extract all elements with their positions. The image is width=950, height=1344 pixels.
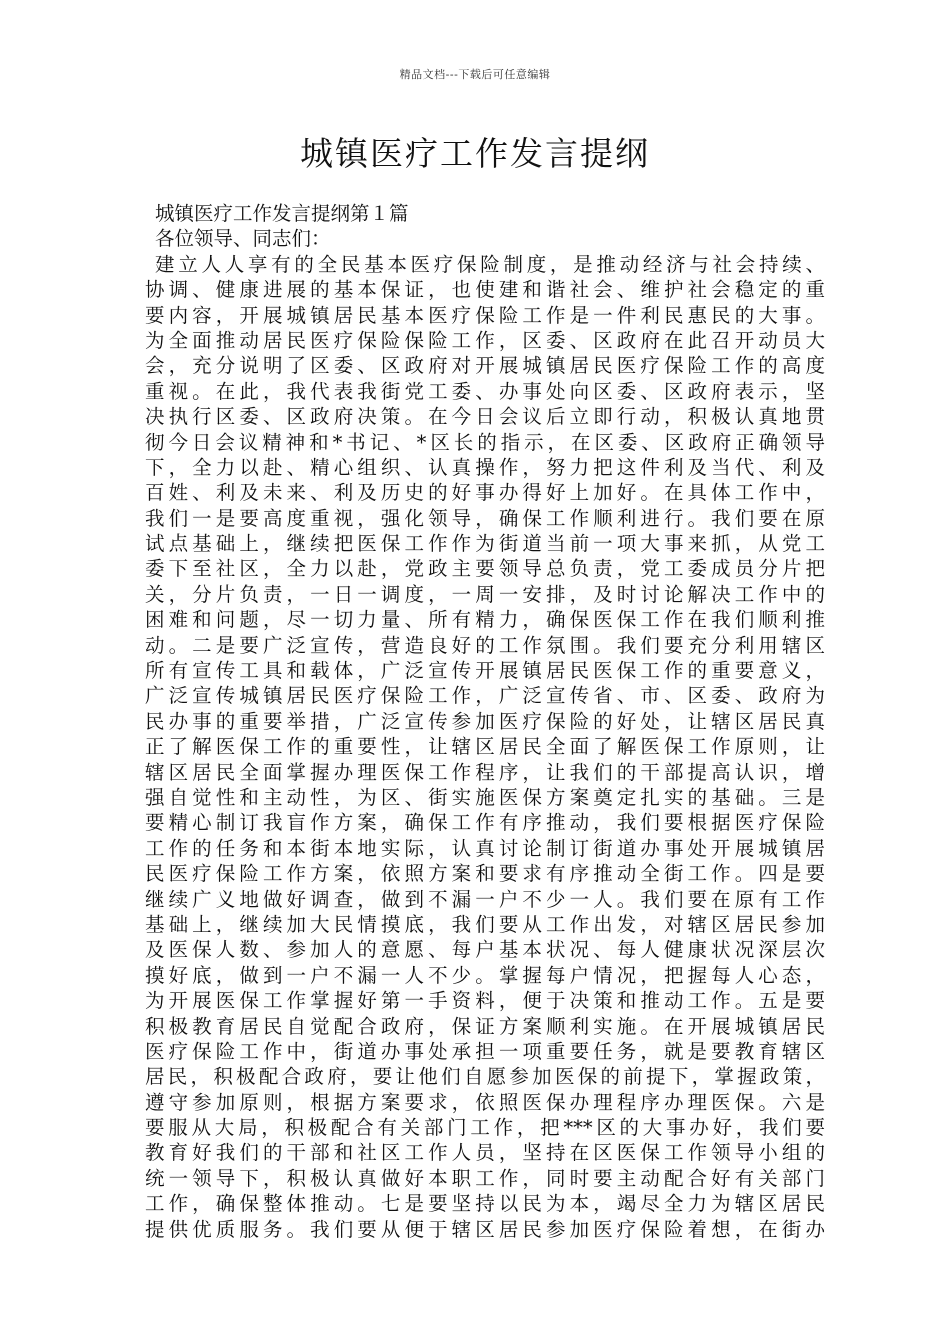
body-line: 及医保人数、参加人的意愿、每户基本状况、每人健康状况深层次 — [145, 938, 825, 962]
body-line: 委下至社区，全力以赴，党政主要领导总负责，党工委成员分片把 — [145, 557, 825, 581]
body-line: 会，充分说明了区委、区政府对开展城镇居民医疗保险工作的高度 — [145, 354, 825, 378]
body-line: 决执行区委、区政府决策。在今日会议后立即行动，积极认真地贯 — [145, 405, 825, 429]
body-line: 我们一是要高度重视，强化领导，确保工作顺利进行。我们要在原 — [145, 506, 825, 530]
section-heading: 城镇医疗工作发言提纲第１篇 — [155, 202, 409, 225]
body-line: 工作的任务和本街本地实际，认真讨论制订街道办事处开展城镇居 — [145, 836, 825, 860]
body-line: 动。二是要广泛宣传，营造良好的工作氛围。我们要充分利用辖区 — [145, 633, 825, 657]
body-line: 工作，确保整体推动。七是要坚持以民为本，竭尽全力为辖区居民 — [145, 1192, 825, 1216]
document-body — [145, 201, 825, 1242]
body-line: 教育好我们的干部和社区工作人员，坚持在区医保工作领导小组的 — [145, 1141, 825, 1165]
body-line: 基础上，继续加大民情摸底，我们要从工作出发，对辖区居民参加 — [145, 912, 825, 936]
body-line: 继续广义地做好调查，做到不漏一户不少一人。我们要在原有工作 — [145, 887, 825, 911]
body-line: 所有宣传工具和载体，广泛宣传开展镇居民医保工作的重要意义， — [145, 659, 825, 683]
greeting: 各位领导、同志们： — [155, 227, 331, 251]
body-line: 统一领导下，积极认真做好本职工作，同时要主动配合好有关部门 — [145, 1166, 825, 1190]
body-line: 民医疗保险工作方案，依照方案和要求有序推动全街工作。四是要 — [145, 862, 825, 886]
body-line: 要服从大局，积极配合有关部门工作，把***区的大事办好，我们要 — [145, 1116, 825, 1140]
body-line: 为开展医保工作掌握好第一手资料，便于决策和推动工作。五是要 — [145, 989, 825, 1013]
body-line: 困难和问题，尽一切力量、所有精力，确保医保工作在我们顺利推 — [145, 608, 825, 632]
body-line: 协调、健康进展的基本保证，也使建和谐社会、维护社会稳定的重 — [145, 278, 825, 302]
body-line: 广泛宣传城镇居民医疗保险工作，广泛宣传省、市、区委、政府为 — [145, 684, 825, 708]
header-note: 精品文档---下载后可任意编辑 — [399, 68, 551, 81]
body-line: 百姓、利及未来、利及历史的好事办得好上加好。在具体工作中， — [145, 481, 825, 505]
body-line: 下，全力以赴、精心组织、认真操作，努力把这件利及当代、利及 — [145, 455, 825, 479]
body-line: 积极教育居民自觉配合政府，保证方案顺利实施。在开展城镇居民 — [145, 1014, 825, 1038]
body-line: 遵守参加原则，根据方案要求，依照医保办理程序办理医保。六是 — [145, 1090, 825, 1114]
body-line: 重视。在此，我代表我街党工委、办事处向区委、区政府表示，坚 — [145, 379, 825, 403]
body-line: 正了解医保工作的重要性，让辖区居民全面了解医保工作原则，让 — [145, 735, 825, 759]
body-line: 彻今日会议精神和*书记、*区长的指示，在区委、区政府正确领导 — [145, 430, 825, 454]
body-line: 关，分片负责，一日一调度，一周一安排，及时讨论解决工作中的 — [145, 582, 825, 606]
document-title: 城镇医疗工作发言提纲 — [300, 134, 650, 173]
body-line: 强自觉性和主动性，为区、街实施医保方案奠定扎实的基础。三是 — [145, 785, 825, 809]
body-line: 建立人人享有的全民基本医疗保险制度，是推动经济与社会持续、 — [155, 252, 825, 276]
body-line: 摸好底，做到一户不漏一人不少。掌握每户情况，把握每人心态， — [145, 963, 825, 987]
body-line: 要内容，开展城镇居民基本医疗保险工作是一件利民惠民的大事。 — [145, 303, 825, 327]
body-text — [145, 252, 825, 1242]
body-line: 辖区居民全面掌握办理医保工作程序，让我们的干部提高认识，增 — [145, 760, 825, 784]
body-line: 试点基础上，继续把医保工作作为街道当前一项大事来抓，从党工 — [145, 532, 825, 556]
body-line: 民办事的重要举措，广泛宣传参加医疗保险的好处，让辖区居民真 — [145, 709, 825, 733]
body-line: 医疗保险工作中，街道办事处承担一项重要任务，就是要教育辖区 — [145, 1039, 825, 1063]
body-line: 为全面推动居民医疗保险保险工作，区委、区政府在此召开动员大 — [145, 328, 825, 352]
body-line: 要精心制订我盲作方案，确保工作有序推动，我们要根据医疗保险 — [145, 811, 825, 835]
body-line: 居民，积极配合政府，要让他们自愿参加医保的前提下，掌握政策， — [145, 1065, 825, 1089]
body-line: 提供优质服务。我们要从便于辖区居民参加医疗保险着想，在街办 — [145, 1217, 825, 1241]
